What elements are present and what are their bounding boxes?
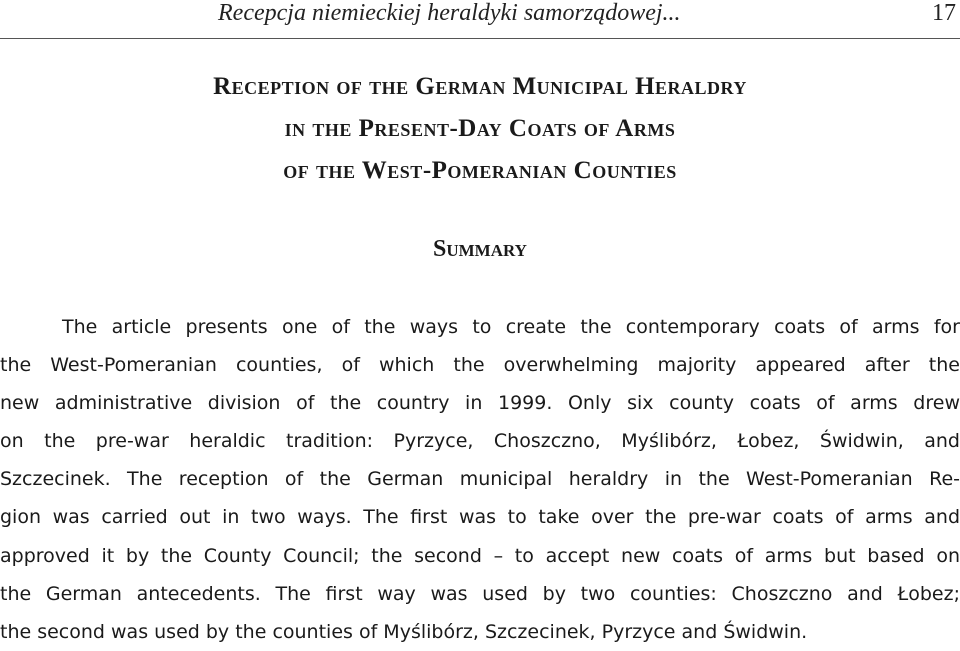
summary-line-9: the second was used by the counties of Myślibórz, Szczecinek, Pyrzyce and Świdwin. (0, 620, 808, 643)
summary-line-6: gion was carried out in two ways. The first was to take over the pre-war coats of arms and (0, 506, 960, 529)
summary-line-5: Szczecinek. The reception of the German municipal heraldry in the West-Pomeranian Re- (0, 468, 960, 491)
summary-heading: Summary (433, 236, 527, 262)
article-title (0, 66, 960, 192)
title-line-1: Reception of the German Municipal Heraldry (213, 73, 747, 100)
running-title: Recepcja niemieckiej heraldyki samorządowej... (218, 0, 681, 26)
summary-line-4: on the pre-war heraldic tradition: Pyrzyce, Choszczno, Myślibórz, Łobez, Świdwin, and (0, 430, 960, 453)
page-number: 17 (932, 0, 956, 26)
summary-line-2: the West-Pomeranian counties, of which the overwhelming majority appeared after the (0, 354, 960, 377)
summary-line-3: new administrative division of the country in 1999. Only six county coats of arms drew (0, 392, 960, 415)
header-divider (0, 38, 960, 39)
summary-line-1: The article presents one of the ways to create the contemporary coats of arms for (62, 316, 960, 338)
summary-body (0, 308, 960, 651)
summary-line-8: the German antecedents. The first way was used by two counties: Choszczno and Łobez; (0, 582, 960, 605)
running-header (0, 0, 960, 44)
title-line-2: in the Present-Day Coats of Arms (284, 115, 676, 142)
summary-line-7: approved it by the County Council; the second – to accept new coats of arms but based on (0, 544, 960, 567)
title-line-3: of the West-Pomeranian Counties (283, 157, 677, 184)
